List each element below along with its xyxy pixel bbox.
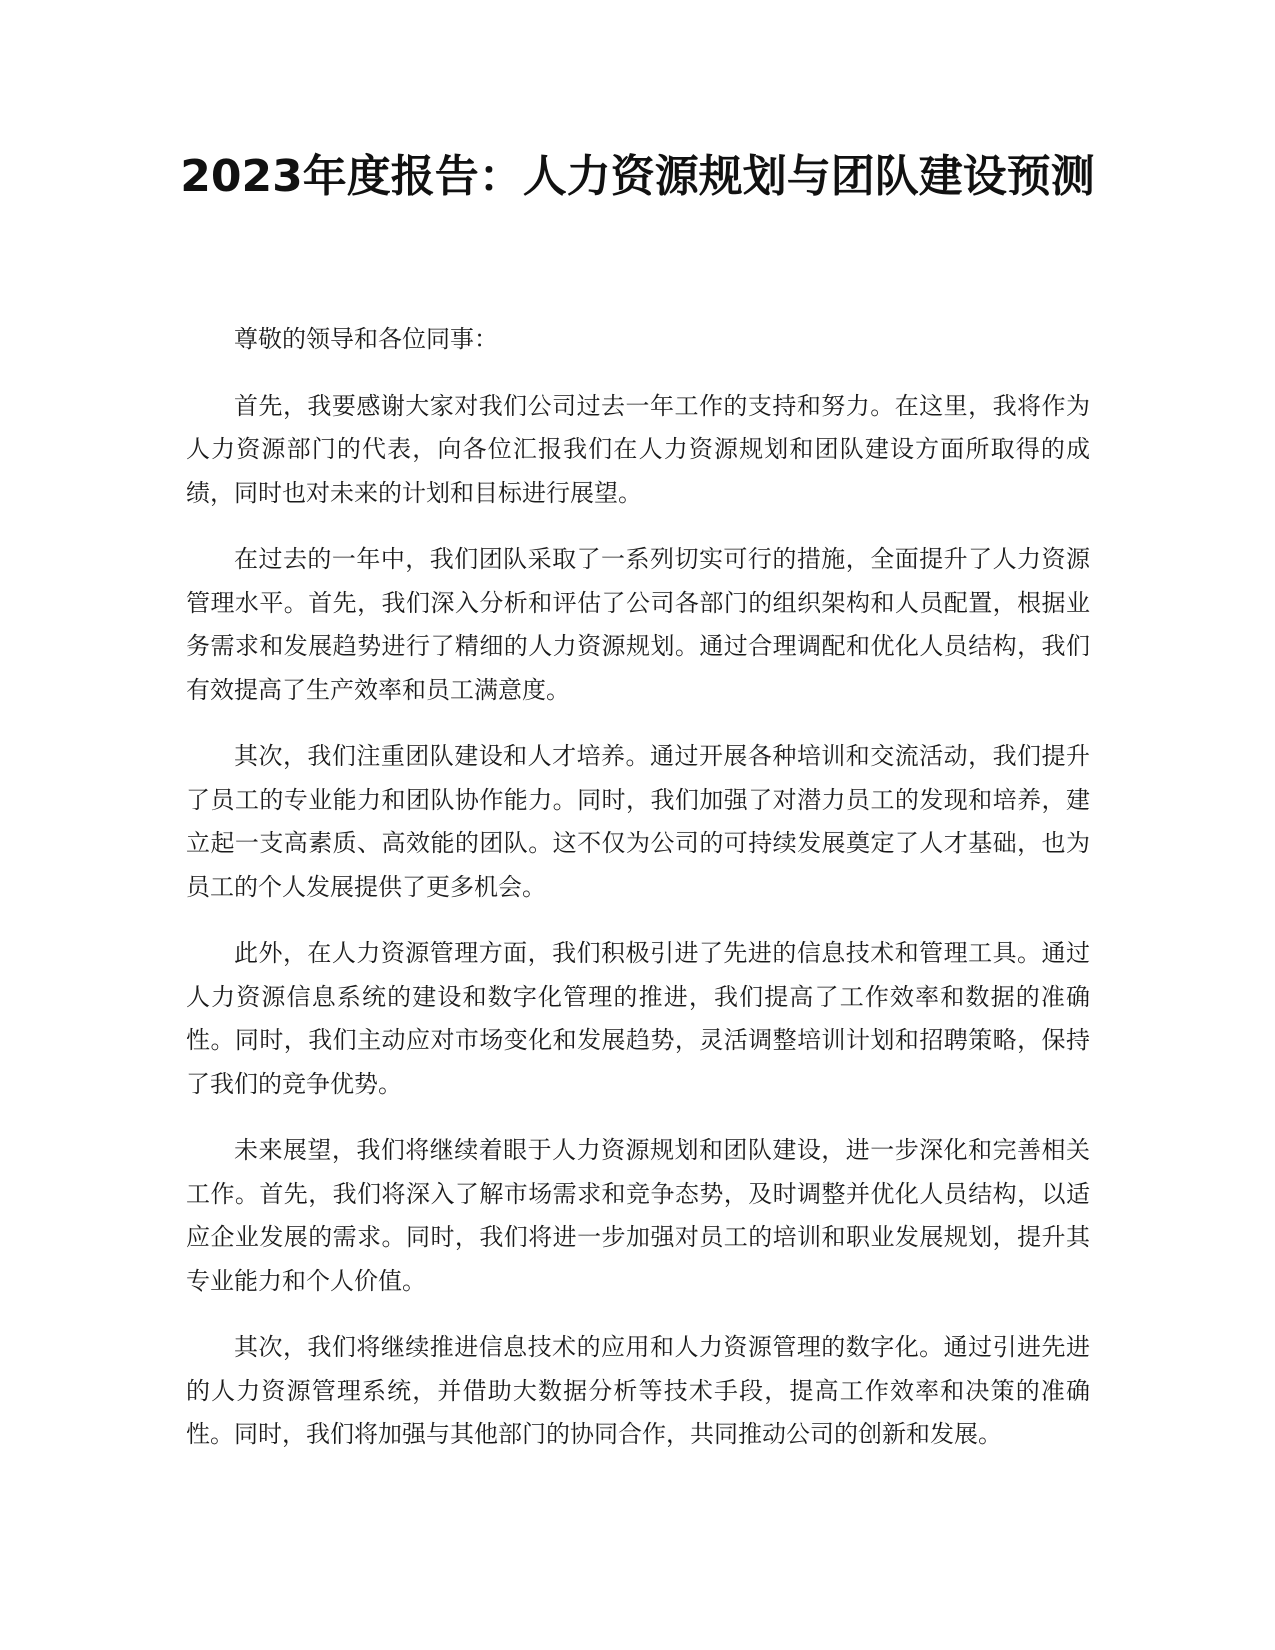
- paragraph-1: 首先，我要感谢大家对我们公司过去一年工作的支持和努力。在这里，我将作为人力资源部门的代表，向各位汇报我们在人力资源规划和团队建设方面所取得的成绩，同时也对未来的计划和目标进行展望。: [186, 391, 1090, 507]
- document-body: [186, 318, 1090, 1480]
- paragraph-5: 未来展望，我们将继续着眼于人力资源规划和团队建设，进一步深化和完善相关工作。首先，我们将深入了解市场需求和竞争态势，及时调整并优化人员结构，以适应企业发展的需求。同时，我们将进一步加强对员工的培训和职业发展规划，提升其专业能力和个人价值。: [186, 1136, 1090, 1295]
- paragraph-2: 在过去的一年中，我们团队采取了一系列切实可行的措施，全面提升了人力资源管理水平。首先，我们深入分析和评估了公司各部门的组织架构和人员配置，根据业务需求和发展趋势进行了精细的人力资源规划。通过合理调配和优化人员结构，我们有效提高了生产效率和员工满意度。: [186, 545, 1090, 704]
- paragraph-6: 其次，我们将继续推进信息技术的应用和人力资源管理的数字化。通过引进先进的人力资源管理系统，并借助大数据分析等技术手段，提高工作效率和决策的准确性。同时，我们将加强与其他部门的协同合作，共同推动公司的创新和发展。: [186, 1333, 1090, 1448]
- document-title: 2023年度报告：人力资源规划与团队建设预测: [180, 151, 1095, 202]
- salutation: 尊敬的领导和各位同事：: [234, 325, 498, 353]
- paragraph-3: 其次，我们注重团队建设和人才培养。通过开展各种培训和交流活动，我们提升了员工的专业能力和团队协作能力。同时，我们加强了对潜力员工的发现和培养，建立起一支高素质、高效能的团队。这不仅为公司的可持续发展奠定了人才基础，也为员工的个人发展提供了更多机会。: [186, 742, 1090, 901]
- paragraph-4: 此外，在人力资源管理方面，我们积极引进了先进的信息技术和管理工具。通过人力资源信息系统的建设和数字化管理的推进，我们提高了工作效率和数据的准确性。同时，我们主动应对市场变化和发展趋势，灵活调整培训计划和招聘策略，保持了我们的竞争优势。: [186, 939, 1090, 1098]
